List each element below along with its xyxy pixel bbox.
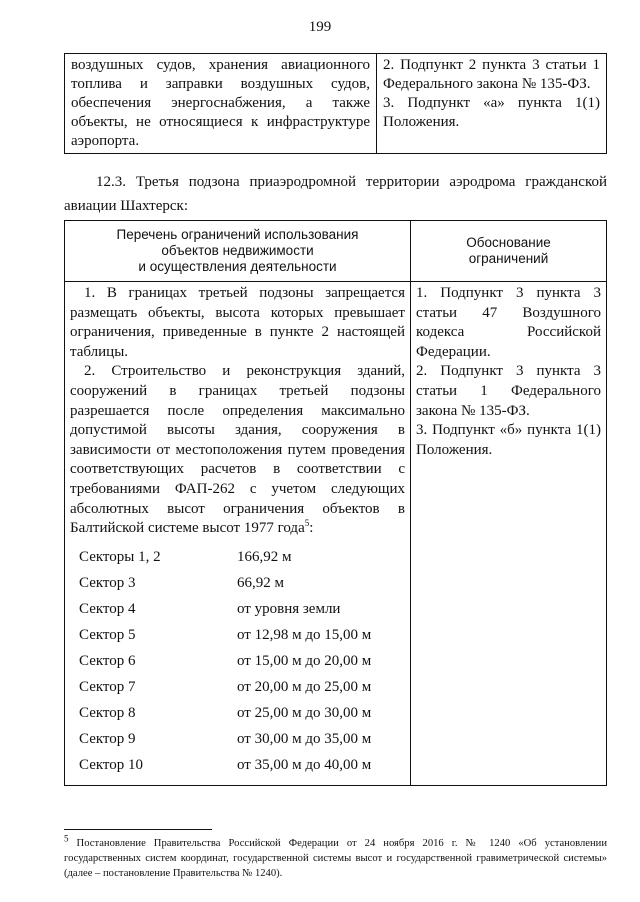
list-item: Сектор 10 от 35,00 м до 40,00 м bbox=[79, 756, 372, 773]
footnote-mark: 5 bbox=[64, 833, 69, 844]
restrictions-cell bbox=[65, 54, 377, 154]
text-line: объекты, не относящиеся к инфраструктуре bbox=[71, 114, 370, 130]
text-line: топлива и заправки воздушных судов, bbox=[71, 76, 370, 92]
sector-list bbox=[70, 545, 405, 779]
basis-item: 3. Подпункт «а» пункта 1(1) Положения. bbox=[383, 95, 600, 130]
restrictions-table bbox=[64, 220, 607, 786]
footnote-divider bbox=[64, 829, 212, 830]
footnote-text: Постановление Правительства Российской Федерации от 24 ноября 2016 г. № 1240 «Об установлении государственных систем координат, государственной системы высот и государственной гравиметрической системы» (далее – постановление Правительства № 1240). bbox=[64, 838, 607, 879]
basis-item: 1. Подпункт 3 пункта 3 статьи 47 Воздушного кодекса Российской Федерации. bbox=[416, 285, 601, 360]
continuation-table bbox=[64, 53, 607, 154]
basis-cell bbox=[377, 54, 607, 154]
footnote bbox=[64, 833, 607, 881]
basis-item: 2. Подпункт 2 пункта 3 статьи 1 Федерального закона № 135-ФЗ. bbox=[383, 57, 600, 92]
paragraph-1: 1. В границах третьей подзоны запрещается размещать объекты, высота которых превышает ограничения, приведенные в пункте 2 настоящей таблицы. bbox=[70, 285, 405, 360]
column-header-basis: Обоснование ограничений bbox=[411, 221, 607, 282]
list-item: Сектор 8 от 25,00 м до 30,00 м bbox=[79, 704, 372, 721]
basis-item: 2. Подпункт 3 пункта 3 статьи 1 Федерального закона № 135-ФЗ. bbox=[416, 363, 601, 419]
text-line: аэропорта. bbox=[71, 133, 140, 149]
table-row bbox=[65, 54, 607, 154]
list-item: Секторы 1, 2 166,92 м bbox=[79, 548, 292, 565]
basis-cell bbox=[411, 282, 607, 786]
table-header-row bbox=[65, 221, 607, 282]
list-item: Сектор 3 66,92 м bbox=[79, 574, 284, 591]
list-item: Сектор 9 от 30,00 м до 35,00 м bbox=[79, 730, 372, 747]
list-item: Сектор 6 от 15,00 м до 20,00 м bbox=[79, 652, 372, 669]
restrictions-cell bbox=[65, 282, 411, 786]
basis-item: 3. Подпункт «б» пункта 1(1) Положения. bbox=[416, 422, 601, 458]
page-number: 199 bbox=[308, 19, 332, 35]
footnote-ref: 5 bbox=[304, 518, 310, 529]
list-item: Сектор 4 от уровня земли bbox=[79, 600, 341, 617]
list-item: Сектор 5 от 12,98 м до 15,00 м bbox=[79, 626, 372, 643]
list-item: Сектор 7 от 20,00 м до 25,00 м bbox=[79, 678, 372, 695]
text-line: обеспечения энергоснабжения, а также bbox=[71, 95, 370, 111]
column-header-restrictions: Перечень ограничений использования объектов недвижимости и осуществления деятельности bbox=[65, 221, 411, 282]
section-heading: 12.3. Третья подзона приаэродромной территории аэродрома гражданской авиации Шахтерск: bbox=[64, 174, 607, 214]
table-row bbox=[65, 282, 607, 786]
paragraph-2: 2. Строительство и реконструкция зданий, сооружений в границах третьей подзоны разрешается после определения максимально допустимой высоты здания, сооружения в зависимости от местоположения путем проведения соответствующих расчетов в соответствии с требованиями ФАП-262 с учетом следующих абсолютных высот ограничения объектов в Балтийской системе высот 1977 года$^5$: bbox=[70, 363, 405, 537]
text-line: воздушных судов, хранения авиационного bbox=[71, 57, 370, 73]
